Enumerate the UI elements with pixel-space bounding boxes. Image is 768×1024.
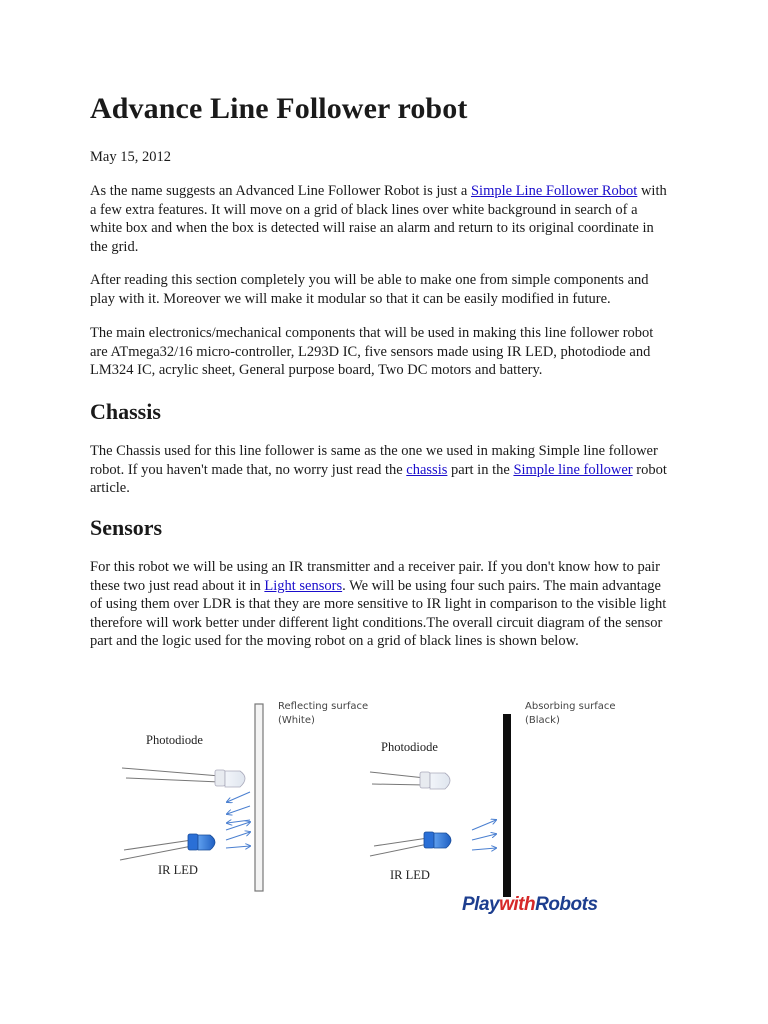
intro-text-before: As the name suggests an Advanced Line Follower Robot is just a [90, 183, 471, 199]
absorbing-surface-label: Absorbing surface [525, 701, 616, 712]
sensors-text-after: . We will be using four such pairs. The main advantage of using them over LDR is that they are more sensitive to IR light in comparison to the visible light therefore will work better under different light conditions.The overall circuit diagram of the sensor part and the logic used for the moving robot on a grid of black lines is shown below. [90, 577, 667, 649]
ir-led-left-label: IR LED [158, 863, 198, 877]
light-sensors-link[interactable]: Light sensors [264, 577, 343, 594]
logo-part-with: with [499, 894, 536, 915]
chassis-text-middle: part in the [447, 461, 514, 478]
photodiode-left [122, 768, 245, 787]
logo-part-robots: Robots [535, 894, 598, 915]
playwithrobots-logo [462, 894, 598, 916]
reflecting-surface-sublabel: (White) [278, 715, 315, 726]
photodiode-right [370, 772, 450, 789]
sensors-heading: Sensors [90, 515, 163, 540]
paragraph-3: The main electronics/mechanical components that will be used in making this line follower robot are ATmega32/16 micro-controller, L293D IC, five sensors made using IR LED, photodiode and LM324 IC, acrylic sheet, General purpose board, Two DC motors and battery. [90, 325, 654, 378]
photodiode-right-label: Photodiode [381, 740, 438, 754]
sensors-text-before: For this robot we will be using an IR transmitter and a receiver pair. If you don't know how to pair these two just read about it in [90, 559, 661, 594]
intro-text-after: with a few extra features. It will move on a grid of black lines over white background in search of a white box and when the box is detected will raise an alarm and return to its original coordinate in the grid. [90, 183, 667, 255]
chassis-paragraph [90, 442, 670, 498]
reflecting-surface-label: Reflecting surface [278, 701, 369, 712]
photodiode-left-label: Photodiode [146, 733, 203, 747]
paragraph-2: After reading this section completely you will be able to make one from simple components and play with it. Moreover we will make it modular so that it can be easily modified in future. [90, 272, 649, 307]
chassis-link[interactable]: chassis [406, 461, 448, 478]
sensors-paragraph [90, 558, 670, 651]
logo-part-play: Play [462, 894, 500, 915]
absorbed-rays-right [472, 820, 496, 850]
sensor-diagram [100, 692, 660, 932]
chassis-heading: Chassis [90, 399, 161, 424]
reflecting-surface [255, 704, 263, 891]
simple-line-follower-link[interactable]: Simple Line Follower Robot [470, 183, 638, 199]
intro-paragraph [90, 182, 670, 256]
chassis-text-after: robot article. [90, 461, 667, 496]
absorbing-surface-sublabel: (Black) [525, 715, 560, 726]
absorbing-surface [503, 714, 511, 897]
article-date: May 15, 2012 [90, 149, 171, 165]
chassis-text-before: The Chassis used for this line follower is same as the one we used in making Simple line follower robot. If you haven't made that, no worry just read the [90, 443, 658, 478]
ir-led-right [370, 832, 451, 856]
article-title: Advance Line Follower robot [90, 92, 468, 125]
ir-led-left [120, 834, 215, 860]
simple-line-follower-article-link[interactable]: Simple line follower [513, 461, 633, 478]
reflected-rays-left [226, 792, 250, 848]
ir-led-right-label: IR LED [390, 868, 430, 882]
